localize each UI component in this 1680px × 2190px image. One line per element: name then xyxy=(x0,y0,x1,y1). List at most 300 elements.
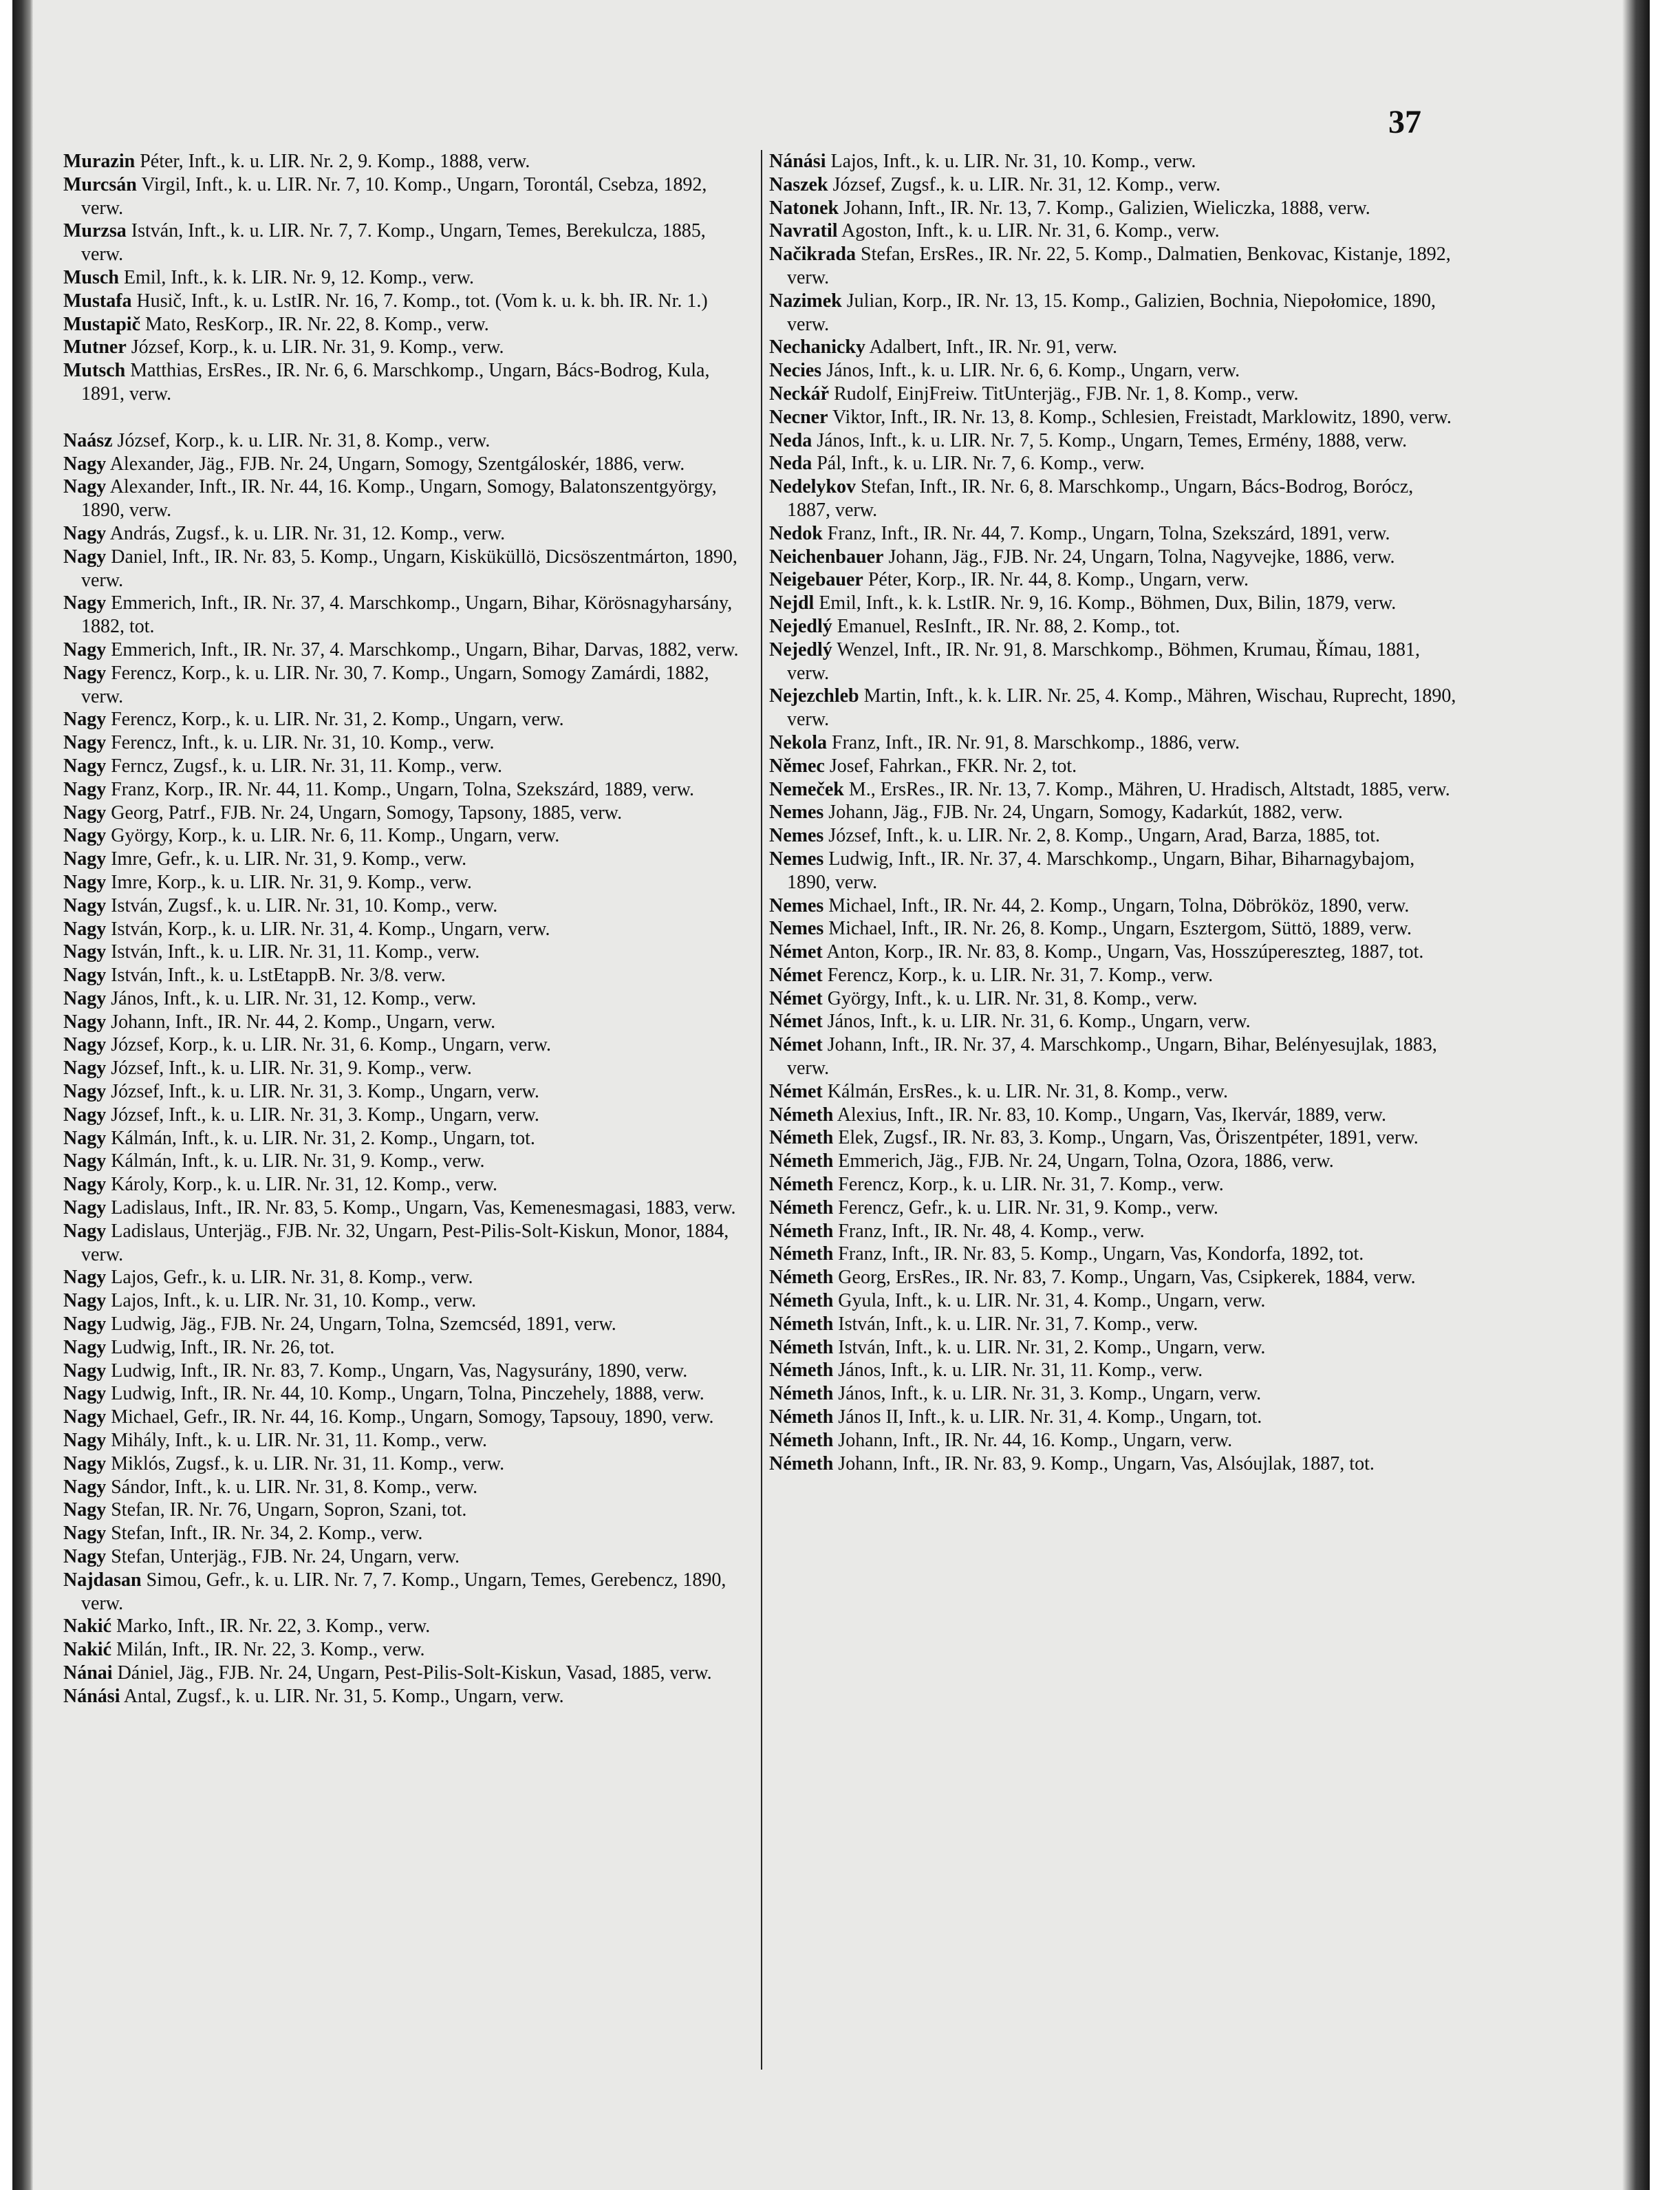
entry-details: Imre, Gefr., k. u. LIR. Nr. 31, 9. Komp., verw. xyxy=(106,848,467,870)
entry-surname: Mustafa xyxy=(63,290,132,312)
list-entry xyxy=(63,802,751,825)
entry-details: Ladislaus, Inft., IR. Nr. 83, 5. Komp., Ungarn, Vas, Kemenesmagasi, 1883, verw. xyxy=(106,1197,736,1219)
entry-details: János, Inft., k. u. LIR. Nr. 6, 6. Komp., Ungarn, verw. xyxy=(821,360,1240,382)
entry-details: István, Zugsf., k. u. LIR. Nr. 31, 10. Komp., verw. xyxy=(106,894,498,916)
list-entry xyxy=(63,313,751,336)
entry-details: István, Korp., k. u. LIR. Nr. 31, 4. Komp., Ungarn, verw. xyxy=(106,918,550,940)
list-entry xyxy=(769,568,1457,592)
column-divider xyxy=(761,150,762,2070)
entry-details: György, Korp., k. u. LIR. Nr. 6, 11. Komp., Ungarn, verw. xyxy=(106,825,560,847)
entry-surname: Nagy xyxy=(63,709,107,731)
list-entry xyxy=(63,266,751,290)
list-entry xyxy=(769,243,1457,290)
list-entry xyxy=(769,429,1457,453)
list-entry xyxy=(769,1289,1457,1313)
entry-details: Agoston, Inft., k. u. LIR. Nr. 31, 6. Komp., verw. xyxy=(837,220,1220,242)
list-entry xyxy=(63,1522,751,1545)
entry-details: Ludwig, Jäg., FJB. Nr. 24, Ungarn, Tolna, Szemcséd, 1891, verw. xyxy=(106,1313,616,1335)
list-entry xyxy=(63,731,751,755)
entry-surname: Nejezchleb xyxy=(769,685,859,707)
list-entry xyxy=(63,1429,751,1452)
entry-surname: Nagy xyxy=(63,732,107,754)
entry-details: Lajos, Gefr., k. u. LIR. Nr. 31, 8. Komp., verw. xyxy=(106,1267,473,1289)
entry-surname: Német xyxy=(769,987,823,1009)
list-entry xyxy=(769,894,1457,918)
entry-surname: Neda xyxy=(769,429,812,451)
entry-details: Dániel, Jäg., FJB. Nr. 24, Ungarn, Pest-Pilis-Solt-Kiskun, Vasad, 1885, verw. xyxy=(112,1662,712,1684)
list-entry xyxy=(769,475,1457,522)
entry-surname: Nagy xyxy=(63,987,107,1009)
entry-details: Johann, Inft., IR. Nr. 44, 2. Komp., Ungarn, verw. xyxy=(106,1011,496,1033)
entry-surname: Nejdl xyxy=(769,592,815,614)
entry-details: M., ErsRes., IR. Nr. 13, 7. Komp., Mähren, U. Hradisch, Altstadt, 1885, verw. xyxy=(843,778,1450,800)
entry-details: Emil, Inft., k. k. LstIR. Nr. 9, 16. Komp., Böhmen, Dux, Bilin, 1879, verw. xyxy=(814,592,1397,614)
entry-surname: Musch xyxy=(63,266,119,288)
page-binding-shadow xyxy=(12,0,33,2190)
list-entry xyxy=(63,359,751,406)
list-entry xyxy=(769,638,1457,685)
list-entry xyxy=(769,987,1457,1011)
list-entry xyxy=(63,1150,751,1173)
entry-details: József, Inft., k. u. LIR. Nr. 31, 3. Komp., Ungarn, verw. xyxy=(106,1104,539,1126)
list-entry xyxy=(63,173,751,220)
list-entry xyxy=(63,1638,751,1662)
list-entry xyxy=(63,1452,751,1476)
entry-details: Georg, Patrf., FJB. Nr. 24, Ungarn, Somogy, Tapsony, 1885, verw. xyxy=(106,802,623,824)
entry-details: János II, Inft., k. u. LIR. Nr. 31, 4. Komp., Ungarn, tot. xyxy=(833,1406,1262,1428)
entry-details: János, Inft., k. u. LIR. Nr. 31, 12. Komp., verw. xyxy=(106,987,477,1009)
entry-details: Emanuel, ResInft., IR. Nr. 88, 2. Komp., tot. xyxy=(832,615,1181,637)
list-entry xyxy=(769,1313,1457,1336)
entry-surname: Naász xyxy=(63,429,113,451)
entry-details: János, Inft., k. u. LIR. Nr. 7, 5. Komp., Ungarn, Temes, Ermény, 1888, verw. xyxy=(812,429,1408,451)
list-entry xyxy=(769,1266,1457,1289)
entry-surname: Nazimek xyxy=(769,290,842,312)
entry-surname: Nagy xyxy=(63,1430,107,1452)
entry-details: Emil, Inft., k. k. LIR. Nr. 9, 12. Komp., verw. xyxy=(118,266,475,288)
page-number: 37 xyxy=(1388,104,1421,140)
list-entry xyxy=(769,383,1457,406)
list-entry xyxy=(63,778,751,802)
entry-surname: Nagy xyxy=(63,1546,107,1568)
list-entry xyxy=(63,1080,751,1104)
list-entry xyxy=(769,1406,1457,1429)
entry-details: Josef, Fahrkan., FKR. Nr. 2, tot. xyxy=(824,755,1077,777)
entry-details: Emmerich, Inft., IR. Nr. 37, 4. Marschkomp., Ungarn, Bihar, Körösnagyharsány, 1882, tot. xyxy=(81,592,733,638)
entry-surname: Mutner xyxy=(63,336,127,358)
list-entry xyxy=(769,917,1457,941)
entry-surname: Német xyxy=(769,964,823,986)
entry-surname: Nemes xyxy=(769,918,824,940)
entry-details: Ferencz, Gefr., k. u. LIR. Nr. 31, 9. Komp., verw. xyxy=(833,1196,1218,1219)
entry-details: Stefan, IR. Nr. 76, Ungarn, Sopron, Szani, tot. xyxy=(106,1499,467,1521)
list-entry xyxy=(769,1173,1457,1196)
entry-surname: Német xyxy=(769,1011,823,1033)
entry-surname: Németh xyxy=(769,1360,834,1382)
entry-surname: Nagy xyxy=(63,1406,107,1428)
list-entry xyxy=(769,824,1457,848)
entry-details: János, Inft., k. u. LIR. Nr. 31, 3. Komp., Ungarn, verw. xyxy=(833,1383,1262,1405)
list-entry xyxy=(63,1662,751,1685)
entry-surname: Nagy xyxy=(63,871,107,893)
entry-surname: Németh xyxy=(769,1150,834,1172)
entry-surname: Nagy xyxy=(63,825,107,847)
entry-surname: Nakić xyxy=(63,1639,111,1661)
list-entry xyxy=(769,615,1457,638)
entry-surname: Natonek xyxy=(769,197,839,219)
entry-details: Georg, ErsRes., IR. Nr. 83, 7. Komp., Ungarn, Vas, Csipkerek, 1884, verw. xyxy=(833,1267,1416,1289)
entry-details: Lajos, Inft., k. u. LIR. Nr. 31, 10. Komp., verw. xyxy=(826,151,1196,172)
list-entry xyxy=(63,1220,751,1267)
entry-surname: Nagy xyxy=(63,1360,107,1382)
entry-surname: Német xyxy=(769,941,823,963)
list-entry xyxy=(63,662,751,709)
entry-surname: Nagy xyxy=(63,1336,107,1358)
list-entry xyxy=(63,453,751,476)
entry-details: Adalbert, Inft., IR. Nr. 91, verw. xyxy=(865,336,1117,358)
list-entry xyxy=(63,708,751,731)
entry-surname: Nagy xyxy=(63,638,107,661)
list-entry xyxy=(769,848,1457,894)
entry-surname: Nagy xyxy=(63,894,107,916)
entry-surname: Necies xyxy=(769,360,822,382)
list-entry xyxy=(769,1452,1457,1476)
entry-surname: Nedok xyxy=(769,522,823,544)
list-entry xyxy=(769,336,1457,359)
entry-surname: Németh xyxy=(769,1196,834,1219)
entry-details: Johann, Inft., IR. Nr. 44, 16. Komp., Ungarn, verw. xyxy=(833,1429,1233,1451)
list-entry xyxy=(63,964,751,987)
list-entry xyxy=(769,1126,1457,1150)
list-entry xyxy=(63,1545,751,1569)
list-entry xyxy=(63,150,751,173)
list-entry xyxy=(769,941,1457,964)
list-entry xyxy=(63,871,751,894)
entry-surname: Nagy xyxy=(63,1058,107,1080)
list-entry xyxy=(769,219,1457,243)
entry-details: József, Inft., k. u. LIR. Nr. 31, 9. Komp., verw. xyxy=(106,1058,472,1080)
entry-surname: Nagy xyxy=(63,941,107,963)
entry-details: Husič, Inft., k. u. LstIR. Nr. 16, 7. Komp., tot. (Vom k. u. k. bh. IR. Nr. 1.) xyxy=(131,290,708,312)
entry-details: Mihály, Inft., k. u. LIR. Nr. 31, 11. Komp., verw. xyxy=(106,1430,487,1452)
entry-surname: Németh xyxy=(769,1220,834,1242)
entry-details: Johann, Inft., IR. Nr. 13, 7. Komp., Galizien, Wieliczka, 1888, verw. xyxy=(839,197,1370,219)
entry-surname: Nagy xyxy=(63,1220,107,1242)
list-entry xyxy=(769,150,1457,173)
list-entry xyxy=(769,1243,1457,1266)
entry-surname: Nagy xyxy=(63,1452,107,1474)
entry-details: Péter, Korp., IR. Nr. 44, 8. Komp., Ungarn, verw. xyxy=(863,569,1249,591)
entry-surname: Nejedlý xyxy=(769,638,832,661)
entry-surname: Neichenbauer xyxy=(769,546,884,568)
entry-surname: Nagy xyxy=(63,546,107,568)
list-entry xyxy=(63,638,751,662)
entry-details: Ferncz, Zugsf., k. u. LIR. Nr. 31, 11. Komp., verw. xyxy=(106,755,502,777)
entry-details: Kálmán, Inft., k. u. LIR. Nr. 31, 2. Komp., Ungarn, tot. xyxy=(106,1127,535,1149)
entry-surname: Najdasan xyxy=(63,1569,142,1591)
entry-details: Johann, Jäg., FJB. Nr. 24, Ungarn, Somogy, Kadarkút, 1882, verw. xyxy=(823,802,1343,824)
entry-surname: Nemes xyxy=(769,848,824,870)
entry-surname: Nagy xyxy=(63,592,107,614)
list-entry xyxy=(63,1104,751,1127)
entry-surname: Nagy xyxy=(63,1150,107,1172)
list-entry xyxy=(63,1476,751,1499)
entry-details: Emmerich, Inft., IR. Nr. 37, 4. Marschkomp., Ungarn, Bihar, Darvas, 1882, verw. xyxy=(106,638,739,661)
entry-surname: Neckář xyxy=(769,383,830,405)
entry-details: József, Inft., k. u. LIR. Nr. 31, 3. Komp., Ungarn, verw. xyxy=(106,1081,539,1103)
entry-surname: Naszek xyxy=(769,173,828,195)
entry-details: Károly, Korp., k. u. LIR. Nr. 31, 12. Komp., verw. xyxy=(106,1174,497,1196)
list-entry xyxy=(63,1057,751,1080)
entry-details: Stefan, Inft., IR. Nr. 34, 2. Komp., verw. xyxy=(106,1523,423,1545)
entry-surname: Nedelykov xyxy=(769,476,856,498)
entry-details: Wenzel, Inft., IR. Nr. 91, 8. Marschkomp., Böhmen, Krumau, Římau, 1881, verw. xyxy=(787,638,1420,684)
list-entry xyxy=(769,173,1457,197)
list-entry xyxy=(769,801,1457,824)
entry-surname: Nagy xyxy=(63,1081,107,1103)
entry-details: Ladislaus, Unterjäg., FJB. Nr. 32, Ungarn, Pest-Pilis-Solt-Kiskun, Monor, 1884, verw. xyxy=(81,1220,729,1265)
list-entry xyxy=(63,1266,751,1289)
entry-details: Michael, Inft., IR. Nr. 44, 2. Komp., Ungarn, Tolna, Döbrököz, 1890, verw. xyxy=(823,894,1410,916)
entry-surname: Németh xyxy=(769,1313,834,1335)
entry-surname: Mutsch xyxy=(63,360,126,382)
entry-surname: Németh xyxy=(769,1290,834,1312)
entry-details: István, Inft., k. u. LIR. Nr. 31, 11. Komp., verw. xyxy=(106,941,480,963)
entry-details: Simou, Gefr., k. u. LIR. Nr. 7, 7. Komp., Ungarn, Temes, Gerebencz, 1890, verw. xyxy=(81,1569,726,1614)
entry-details: Gyula, Inft., k. u. LIR. Nr. 31, 4. Komp., Ungarn, verw. xyxy=(833,1290,1266,1312)
list-entry xyxy=(769,1150,1457,1173)
list-entry xyxy=(63,1382,751,1406)
entry-surname: Neigebauer xyxy=(769,569,863,591)
list-entry xyxy=(63,1011,751,1034)
list-entry xyxy=(769,1196,1457,1220)
entry-details: Michael, Gefr., IR. Nr. 44, 16. Komp., Ungarn, Somogy, Tapsouy, 1890, verw. xyxy=(106,1406,714,1428)
entry-details: Ferencz, Korp., k. u. LIR. Nr. 31, 2. Komp., Ungarn, verw. xyxy=(106,709,564,731)
list-entry xyxy=(63,522,751,546)
list-entry xyxy=(63,755,751,778)
list-entry xyxy=(63,1406,751,1429)
entry-details: Ferencz, Korp., k. u. LIR. Nr. 31, 7. Komp., verw. xyxy=(833,1174,1224,1196)
entry-surname: Németh xyxy=(769,1429,834,1451)
list-entry xyxy=(63,918,751,941)
entry-details: József, Inft., k. u. LIR. Nr. 2, 8. Komp., Ungarn, Arad, Barza, 1885, tot. xyxy=(823,825,1381,847)
list-entry xyxy=(769,1033,1457,1080)
entry-surname: Murcsán xyxy=(63,173,137,195)
entry-details: Sándor, Inft., k. u. LIR. Nr. 31, 8. Komp., verw. xyxy=(106,1476,478,1498)
entry-details: Miklós, Zugsf., k. u. LIR. Nr. 31, 11. Komp., verw. xyxy=(106,1452,505,1474)
entry-surname: Nagy xyxy=(63,1267,107,1289)
entry-surname: Németh xyxy=(769,1127,834,1149)
entry-surname: Nagy xyxy=(63,1523,107,1545)
entry-details: Michael, Inft., IR. Nr. 26, 8. Komp., Ungarn, Esztergom, Süttö, 1889, verw. xyxy=(823,918,1412,940)
entry-details: Mato, ResKorp., IR. Nr. 22, 8. Komp., verw. xyxy=(140,313,489,335)
list-entry xyxy=(63,1127,751,1150)
list-entry xyxy=(63,1360,751,1383)
entry-details: Franz, Inft., IR. Nr. 91, 8. Marschkomp., 1886, verw. xyxy=(827,731,1240,753)
entry-details: Matthias, ErsRes., IR. Nr. 6, 6. Marschkomp., Ungarn, Bács-Bodrog, Kula, 1891, verw. xyxy=(81,360,710,405)
entry-surname: Mustapič xyxy=(63,313,140,335)
entry-surname: Nagy xyxy=(63,1011,107,1033)
list-entry xyxy=(769,406,1457,429)
entry-surname: Nagy xyxy=(63,1127,107,1149)
entry-details: Kálmán, Inft., k. u. LIR. Nr. 31, 9. Komp., verw. xyxy=(106,1150,485,1172)
entry-surname: Nagy xyxy=(63,1034,107,1056)
entry-details: Virgil, Inft., k. u. LIR. Nr. 7, 10. Komp., Ungarn, Torontál, Csebza, 1892, verw. xyxy=(81,173,707,219)
entry-details: József, Korp., k. u. LIR. Nr. 31, 9. Komp., verw. xyxy=(126,336,504,358)
entry-details: Johann, Inft., IR. Nr. 83, 9. Komp., Ungarn, Vas, Alsóujlak, 1887, tot. xyxy=(833,1452,1375,1474)
entry-surname: Navratil xyxy=(769,220,838,242)
list-entry xyxy=(769,778,1457,802)
entry-details: Elek, Zugsf., IR. Nr. 83, 3. Komp., Ungarn, Vas, Öriszentpéter, 1891, verw. xyxy=(833,1127,1419,1149)
entry-surname: Nagy xyxy=(63,802,107,824)
document-page xyxy=(12,0,1650,2190)
list-entry xyxy=(63,1289,751,1313)
list-entry xyxy=(63,546,751,592)
entry-surname: Nakić xyxy=(63,1615,111,1638)
entry-details: Alexius, Inft., IR. Nr. 83, 10. Komp., Ungarn, Vas, Ikervár, 1889, verw. xyxy=(833,1104,1387,1126)
entry-details: Ludwig, Inft., IR. Nr. 26, tot. xyxy=(106,1336,335,1358)
entry-details: Ferencz, Korp., k. u. LIR. Nr. 30, 7. Komp., Ungarn, Somogy Zamárdi, 1882, verw. xyxy=(81,662,709,707)
entry-details: János, Inft., k. u. LIR. Nr. 31, 11. Komp., verw. xyxy=(833,1360,1203,1382)
entry-details: Rudolf, EinjFreiw. TitUnterjäg., FJB. Nr. 1, 8. Komp., verw. xyxy=(829,383,1299,405)
entry-details: Milán, Inft., IR. Nr. 22, 3. Komp., verw. xyxy=(111,1639,425,1661)
entry-details: Franz, Inft., IR. Nr. 83, 5. Komp., Ungarn, Vas, Kondorfa, 1892, tot. xyxy=(833,1243,1364,1265)
list-entry xyxy=(769,1104,1457,1127)
entry-details: Johann, Inft., IR. Nr. 37, 4. Marschkomp., Ungarn, Bihar, Belényesujlak, 1883, verw. xyxy=(787,1034,1437,1080)
entry-surname: Murzsa xyxy=(63,220,127,242)
entry-surname: Német xyxy=(769,1080,823,1102)
entry-details: István, Inft., k. u. LIR. Nr. 7, 7. Komp., Ungarn, Temes, Berekulcza, 1885, verw. xyxy=(81,220,706,266)
list-entry xyxy=(63,894,751,918)
entry-details: Ferencz, Korp., k. u. LIR. Nr. 31, 7. Komp., verw. xyxy=(822,964,1214,986)
entry-details: József, Zugsf., k. u. LIR. Nr. 31, 12. Komp., verw. xyxy=(828,173,1221,195)
list-entry xyxy=(63,1685,751,1708)
entry-details: Stefan, ErsRes., IR. Nr. 22, 5. Komp., Dalmatien, Benkovac, Kistanje, 1892, verw. xyxy=(787,244,1451,288)
list-entry xyxy=(63,290,751,313)
entry-surname: Načikrada xyxy=(769,244,856,266)
entry-surname: Németh xyxy=(769,1104,834,1126)
entry-details: Julian, Korp., IR. Nr. 13, 15. Komp., Galizien, Bochnia, Niepołomice, 1890, verw. xyxy=(787,290,1436,335)
list-entry xyxy=(769,197,1457,220)
entry-surname: Necner xyxy=(769,406,828,428)
list-entry xyxy=(63,848,751,871)
entry-details: Emmerich, Jäg., FJB. Nr. 24, Ungarn, Tolna, Ozora, 1886, verw. xyxy=(833,1150,1334,1172)
entry-details: Lajos, Inft., k. u. LIR. Nr. 31, 10. Komp., verw. xyxy=(106,1290,477,1312)
entry-surname: Nagy xyxy=(63,1383,107,1405)
left-column xyxy=(63,150,751,1708)
entry-details: Ludwig, Inft., IR. Nr. 37, 4. Marschkomp., Ungarn, Bihar, Biharnagybajom, 1890, verw. xyxy=(787,848,1415,893)
entry-details: Antal, Zugsf., k. u. LIR. Nr. 31, 5. Komp., Ungarn, verw. xyxy=(120,1685,564,1707)
list-entry xyxy=(769,1382,1457,1406)
list-entry xyxy=(63,941,751,964)
entry-details: Ludwig, Inft., IR. Nr. 83, 7. Komp., Ungarn, Vas, Nagysurány, 1890, verw. xyxy=(106,1360,688,1382)
list-entry xyxy=(769,964,1457,987)
list-entry xyxy=(769,1080,1457,1104)
entry-surname: Nechanicky xyxy=(769,336,865,358)
list-entry xyxy=(63,1499,751,1522)
list-entry xyxy=(769,1220,1457,1243)
entry-details: Johann, Jäg., FJB. Nr. 24, Ungarn, Tolna, Nagyvejke, 1886, verw. xyxy=(883,546,1395,568)
entry-details: István, Inft., k. u. LIR. Nr. 31, 2. Komp., Ungarn, verw. xyxy=(833,1336,1266,1358)
list-entry xyxy=(63,219,751,266)
entry-surname: Nánási xyxy=(63,1685,120,1707)
entry-details: Kálmán, ErsRes., k. u. LIR. Nr. 31, 8. Komp., verw. xyxy=(822,1080,1228,1102)
entry-details: György, Inft., k. u. LIR. Nr. 31, 8. Komp., verw. xyxy=(822,987,1198,1009)
list-entry xyxy=(63,429,751,453)
list-entry xyxy=(769,592,1457,615)
list-entry xyxy=(769,1336,1457,1360)
entry-surname: Nagy xyxy=(63,755,107,777)
entry-details: Stefan, Inft., IR. Nr. 6, 8. Marschkomp., Ungarn, Bács-Bodrog, Borócz, 1887, verw. xyxy=(787,476,1414,521)
list-entry xyxy=(63,1615,751,1638)
entry-details: Viktor, Inft., IR. Nr. 13, 8. Komp., Schlesien, Freistadt, Marklowitz, 1890, verw. xyxy=(828,406,1452,428)
entry-surname: Németh xyxy=(769,1174,834,1196)
list-entry xyxy=(63,1336,751,1360)
list-entry xyxy=(769,755,1457,778)
list-entry xyxy=(769,1429,1457,1452)
list-entry xyxy=(63,1033,751,1057)
entry-details: Franz, Korp., IR. Nr. 44, 11. Komp., Ungarn, Tolna, Szekszárd, 1889, verw. xyxy=(106,778,694,800)
entry-surname: Nagy xyxy=(63,1313,107,1335)
entry-details: Franz, Inft., IR. Nr. 48, 4. Komp., verw. xyxy=(833,1220,1145,1242)
list-entry xyxy=(63,1196,751,1220)
list-entry xyxy=(63,824,751,848)
entry-details: Alexander, Inft., IR. Nr. 44, 16. Komp., Ungarn, Somogy, Balatonszentgyörgy, 1890, verw. xyxy=(81,476,717,522)
entry-surname: Németh xyxy=(769,1243,834,1265)
entry-details: Imre, Korp., k. u. LIR. Nr. 31, 9. Komp., verw. xyxy=(106,871,472,893)
list-entry xyxy=(63,1569,751,1615)
entry-surname: Nejedlý xyxy=(769,615,832,637)
entry-surname: Nagy xyxy=(63,965,107,987)
entry-surname: Nagy xyxy=(63,1197,107,1219)
entry-surname: Németh xyxy=(769,1267,834,1289)
entry-surname: Nagy xyxy=(63,848,107,870)
entry-surname: Murazin xyxy=(63,151,136,172)
entry-details: Anton, Korp., IR. Nr. 83, 8. Komp., Ungarn, Vas, Hosszúpereszteg, 1887, tot. xyxy=(822,941,1424,963)
list-entry xyxy=(769,522,1457,546)
list-entry xyxy=(63,1313,751,1336)
entry-surname: Nagy xyxy=(63,476,107,498)
entry-surname: Nánai xyxy=(63,1662,113,1684)
entry-surname: Nagy xyxy=(63,1174,107,1196)
list-entry xyxy=(63,592,751,638)
entry-details: Marko, Inft., IR. Nr. 22, 3. Komp., verw. xyxy=(111,1615,431,1638)
list-entry xyxy=(63,475,751,522)
entry-surname: Neda xyxy=(769,453,812,475)
entry-details: János, Inft., k. u. LIR. Nr. 31, 6. Komp., Ungarn, verw. xyxy=(822,1011,1251,1033)
entry-surname: Nekola xyxy=(769,731,827,753)
entry-surname: Nagy xyxy=(63,1104,107,1126)
list-entry xyxy=(63,987,751,1011)
entry-details: Franz, Inft., IR. Nr. 44, 7. Komp., Ungarn, Tolna, Szekszárd, 1891, verw. xyxy=(822,522,1390,544)
entry-surname: Németh xyxy=(769,1452,834,1474)
list-entry xyxy=(769,1010,1457,1033)
list-entry xyxy=(769,546,1457,569)
entry-surname: Němec xyxy=(769,755,825,777)
list-entry xyxy=(769,290,1457,336)
right-column xyxy=(769,150,1457,1475)
entry-surname: Nagy xyxy=(63,1499,107,1521)
entry-details: Pál, Inft., k. u. LIR. Nr. 7, 6. Komp., verw. xyxy=(812,453,1145,475)
entry-surname: Nagy xyxy=(63,662,107,684)
entry-surname: Nagy xyxy=(63,1290,107,1312)
list-entry xyxy=(63,1173,751,1196)
section-gap xyxy=(63,406,751,429)
entry-details: József, Korp., k. u. LIR. Nr. 31, 6. Komp., Ungarn, verw. xyxy=(106,1034,551,1056)
entry-details: Martin, Inft., k. k. LIR. Nr. 25, 4. Komp., Mähren, Wischau, Ruprecht, 1890, verw. xyxy=(787,685,1456,731)
list-entry xyxy=(769,359,1457,383)
entry-details: Ludwig, Inft., IR. Nr. 44, 10. Komp., Ungarn, Tolna, Pinczehely, 1888, verw. xyxy=(106,1383,704,1405)
